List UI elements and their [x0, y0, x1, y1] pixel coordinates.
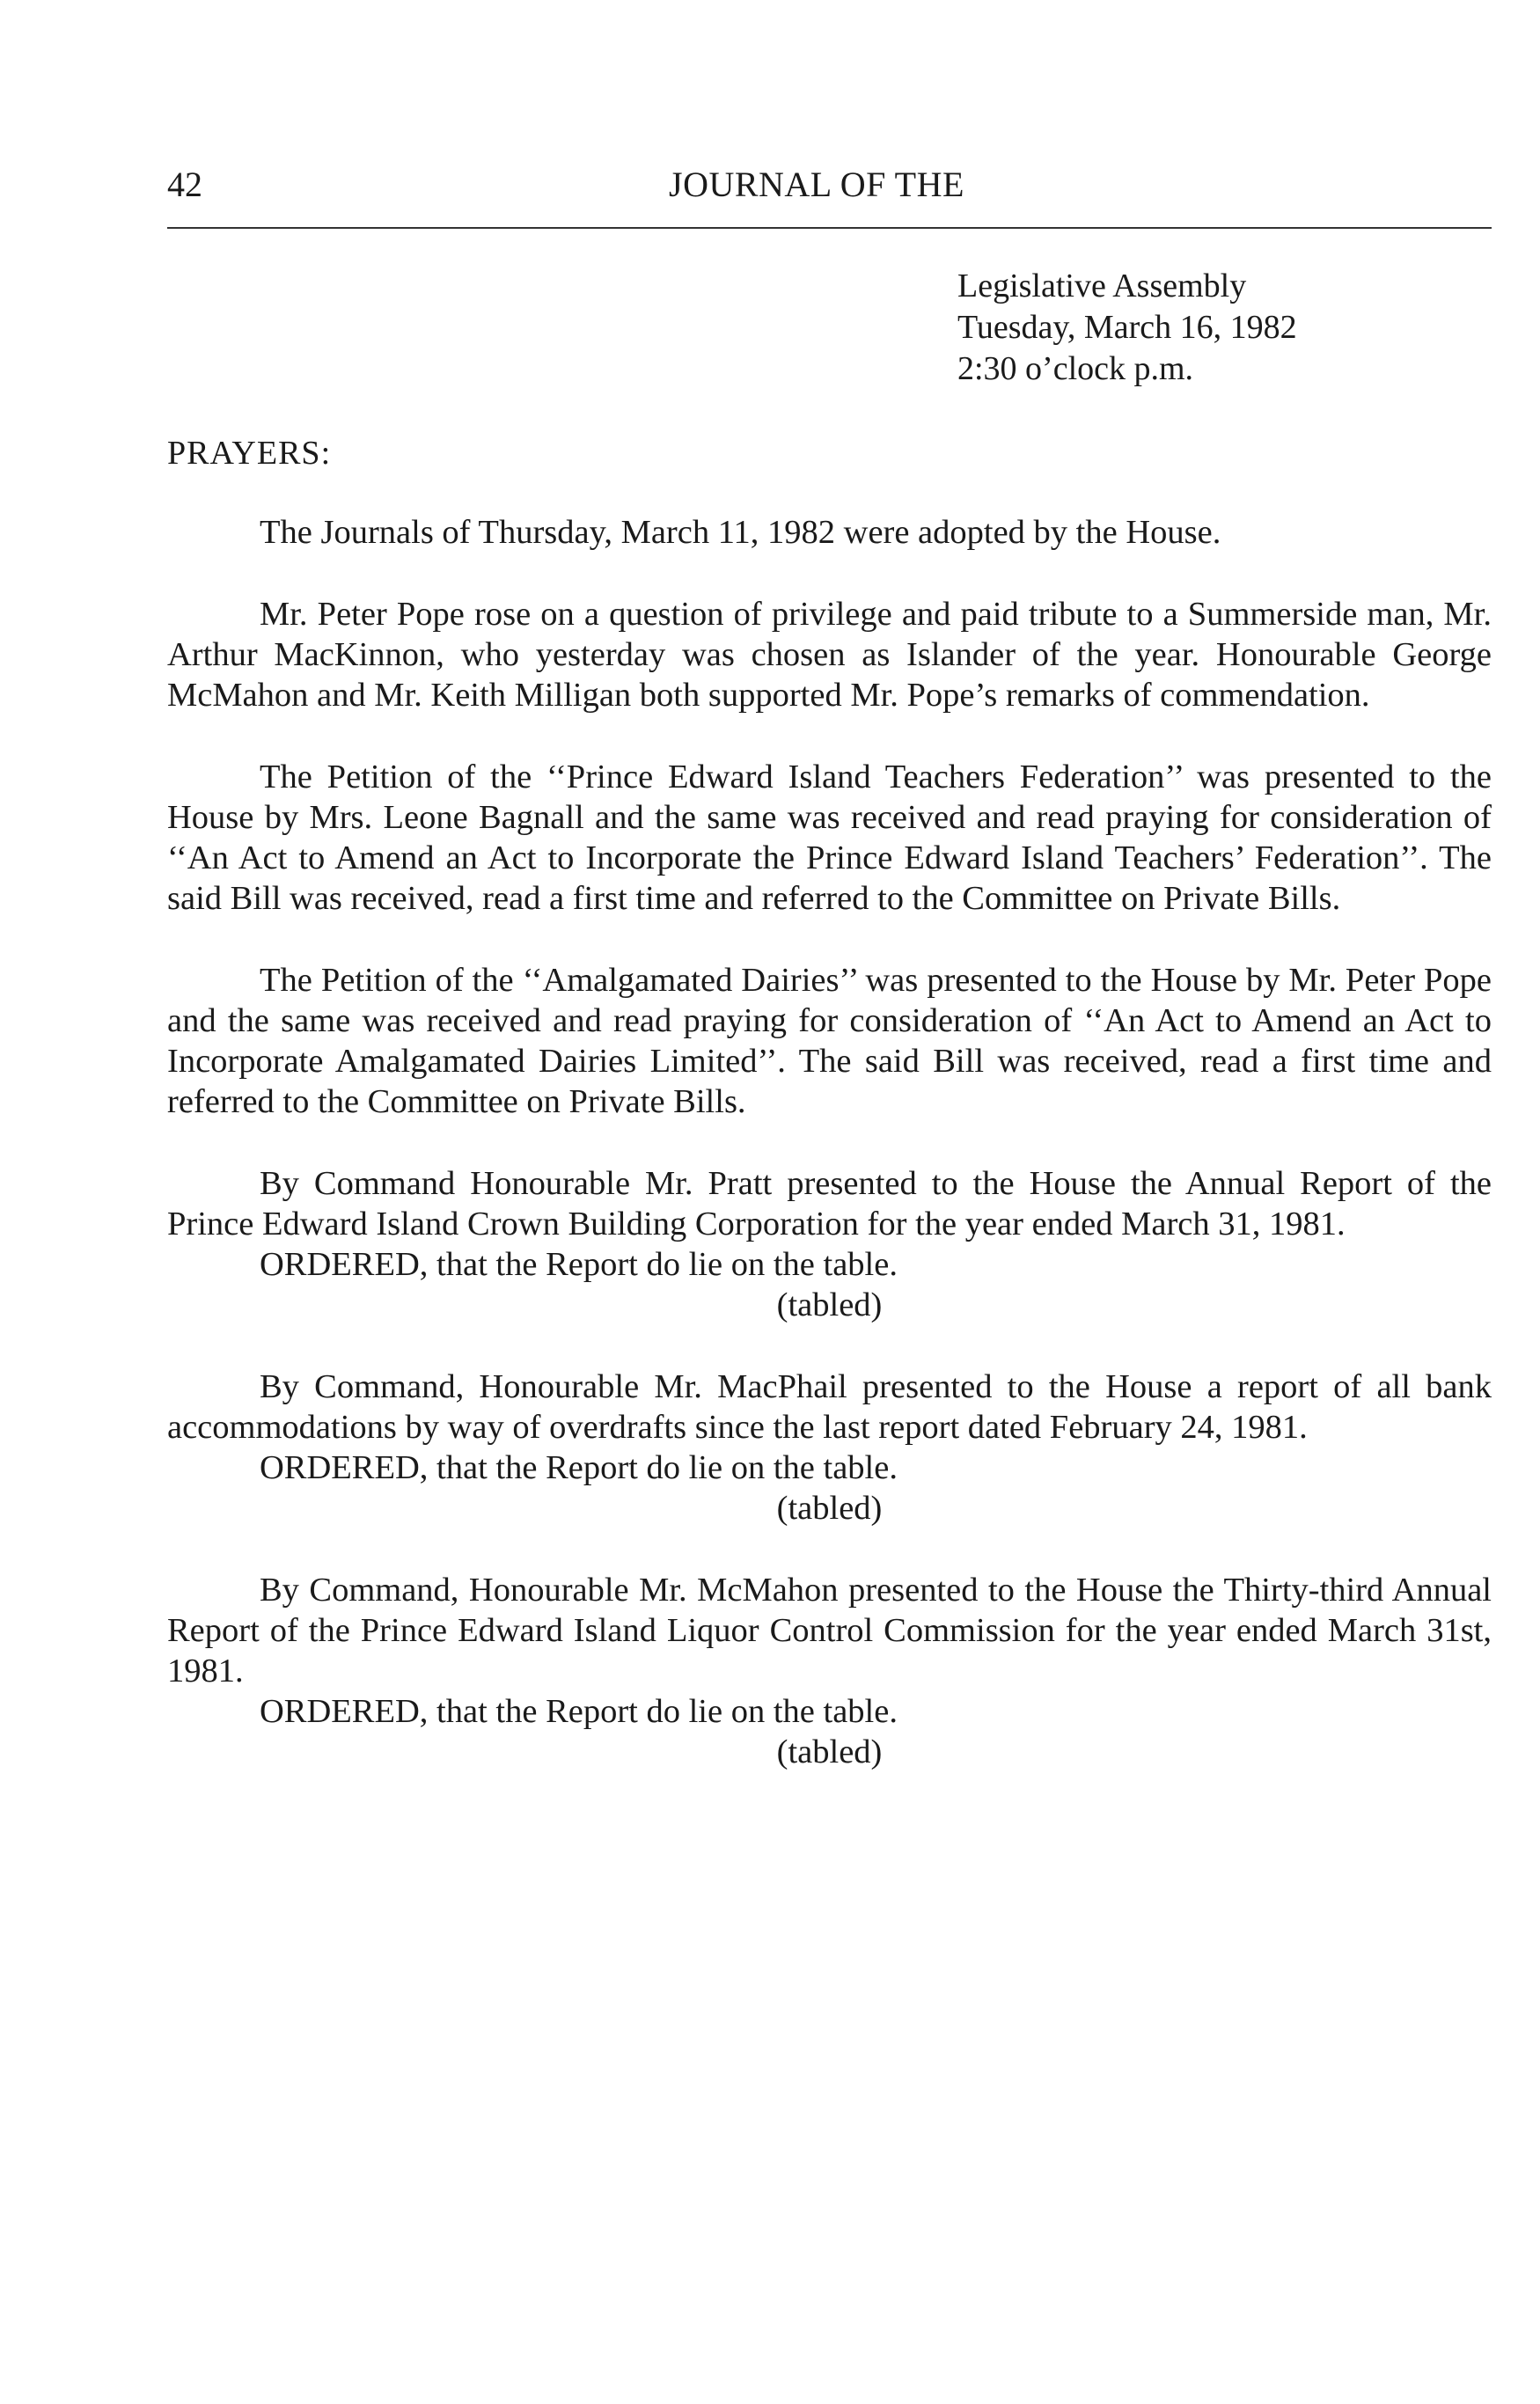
tabled-note: (tabled) — [776, 1286, 883, 1323]
paragraph-journals-adopted: The Journals of Thursday, March 11, 1982 were adopted by the House. — [260, 514, 1221, 551]
page-header — [167, 158, 1492, 211]
paragraph-crown-building-report: By Command Honourable Mr. Pratt presented to the House the Annual Report of the Prince Edward Island Crown Building Corporation for the year ended March 31, 1981. — [167, 1165, 1492, 1242]
paragraph-teachers-petition: The Petition of the ‘‘Prince Edward Island Teachers Federation’’ was presented to the House by Mrs. Leone Bagnall and the same was received and read praying for consideration of ‘‘An Act to Amend an Act to Incorporate the Prince Edward Island Teachers’ Federation’’. The said Bill was received, read a first time and referred to the Committee on Private Bills. — [167, 759, 1492, 917]
paragraph-bank-accommodations-report: By Command, Honourable Mr. MacPhail presented to the House a report of all bank accommodations by way of overdrafts since the last report dated February 24, 1981. — [167, 1368, 1492, 1446]
assembly-name: Legislative Assembly — [957, 268, 1247, 304]
tabled-note: (tabled) — [776, 1490, 883, 1527]
tabled-note: (tabled) — [776, 1733, 883, 1770]
page-number: 42 — [167, 165, 202, 204]
running-head: JOURNAL OF THE — [669, 165, 964, 204]
journal-body — [167, 512, 1492, 1772]
header-rule — [167, 227, 1492, 229]
sitting-date: Tuesday, March 16, 1982 — [957, 309, 1297, 346]
ordered-statement: ORDERED, that the Report do lie on the table. — [260, 1449, 898, 1486]
ordered-statement: ORDERED, that the Report do lie on the table. — [260, 1246, 898, 1283]
sitting-dateline — [957, 266, 1297, 390]
paragraph-question-of-privilege: Mr. Peter Pope rose on a question of privilege and paid tribute to a Summerside man, Mr. Arthur MacKinnon, who yesterday was chosen as Islander of the year. Honourable George McMahon and Mr. Keith Milligan both supported Mr. Pope’s remarks of commendation. — [167, 596, 1492, 714]
prayers-heading: PRAYERS: — [167, 435, 332, 472]
sitting-time: 2:30 o’clock p.m. — [957, 350, 1194, 387]
ordered-statement: ORDERED, that the Report do lie on the table. — [260, 1693, 898, 1730]
paragraph-dairies-petition: The Petition of the ‘‘Amalgamated Dairies’’ was presented to the House by Mr. Peter Pope and the same was received and read praying for consideration of ‘‘An Act to Amend an Act to Incorporate Amalgamated Dairies Limited’’. The said Bill was received, read a first time and referred to the Committee on Private Bills. — [167, 962, 1492, 1120]
paragraph-liquor-commission-report: By Command, Honourable Mr. McMahon presented to the House the Thirty-third Annual Report of the Prince Edward Island Liquor Control Commission for the year ended March 31st, 1981. — [167, 1572, 1492, 1689]
